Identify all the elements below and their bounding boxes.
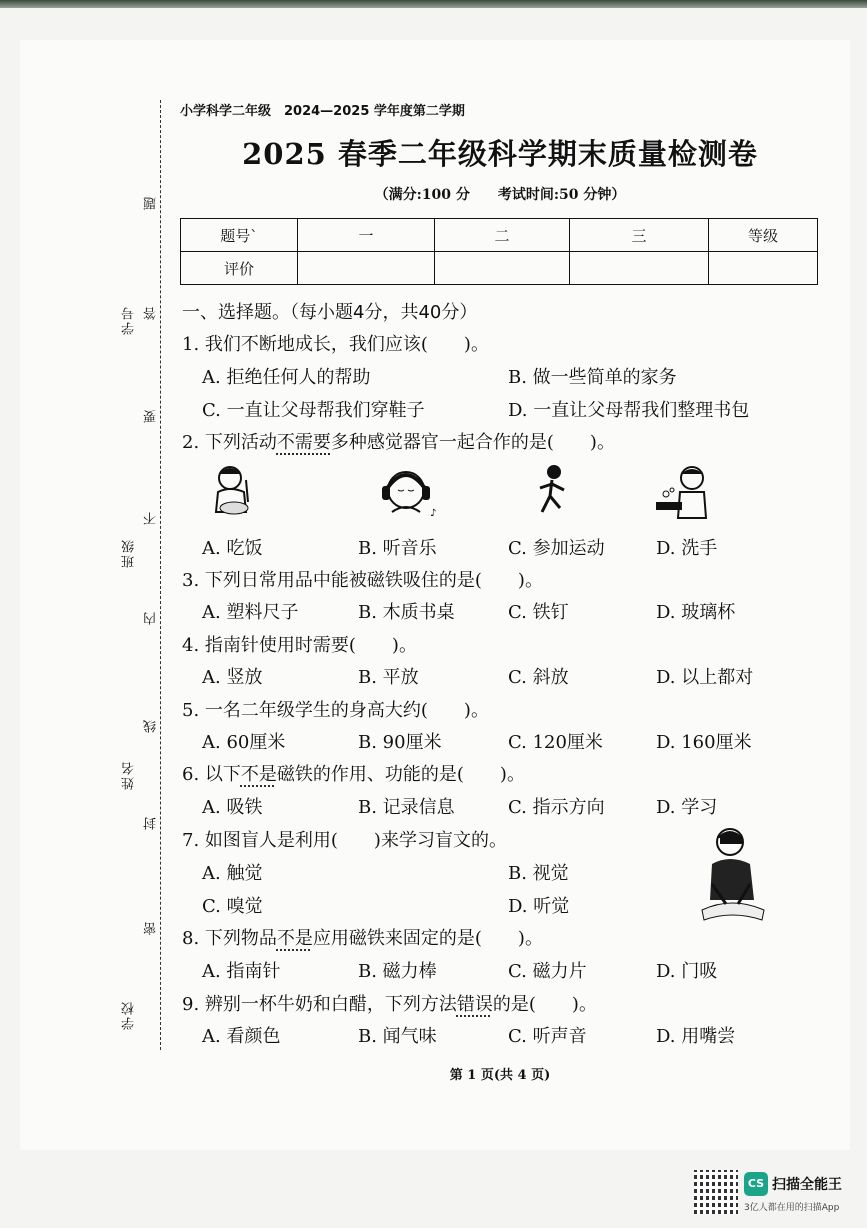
- question-2-option-d[interactable]: D. 洗手: [656, 538, 718, 559]
- music-girl-picture: [372, 462, 442, 522]
- seal-char: 内: [144, 610, 159, 625]
- hand-washing-picture: [652, 462, 712, 522]
- question-7-option-d[interactable]: D. 听觉: [508, 896, 570, 917]
- score-table: [180, 218, 818, 285]
- score-cell[interactable]: [435, 252, 570, 285]
- score-cell[interactable]: [570, 252, 709, 285]
- section-heading: 一、选择题。（每小题4分，共40分）: [182, 302, 478, 323]
- svg-text:♪: ♪: [430, 508, 437, 519]
- seal-char: 题: [144, 195, 159, 210]
- qr-code-pattern: [694, 1170, 738, 1214]
- question-3-stem: 3. 下列日常用品中能被磁铁吸住的是( )。: [182, 570, 543, 591]
- question-9-option-c[interactable]: C. 听声音: [508, 1026, 587, 1047]
- question-1-stem: 1. 我们不断地成长，我们应该( )。: [182, 334, 489, 355]
- question-5-option-b[interactable]: B. 90厘米: [358, 732, 442, 753]
- eating-child-picture: [208, 462, 258, 522]
- seal-char: 答: [144, 305, 159, 320]
- question-8-option-c[interactable]: C. 磁力片: [508, 961, 587, 982]
- score-table-row: [181, 219, 818, 252]
- question-1-option-a[interactable]: A. 拒绝任何人的帮助: [202, 367, 371, 388]
- score-cell: 题号`: [181, 219, 298, 252]
- question-5-stem: 5. 一名二年级学生的身高大约( )。: [182, 700, 489, 721]
- question-7-option-a[interactable]: A. 触觉: [202, 863, 263, 884]
- question-1-option-d[interactable]: D. 一直让父母帮我们整理书包: [508, 400, 750, 421]
- question-4-option-b[interactable]: B. 平放: [358, 667, 419, 688]
- question-6-option-b[interactable]: B. 记录信息: [358, 797, 455, 818]
- question-6-option-d[interactable]: D. 学习: [656, 797, 718, 818]
- score-cell[interactable]: [298, 252, 435, 285]
- question-8-stem: 8. 下列物品不是应用磁铁来固定的是( )。: [182, 928, 543, 949]
- question-2-stem: 2. 下列活动不需要多种感觉器官一起合作的是( )。: [182, 432, 615, 453]
- question-2-option-c[interactable]: C. 参加运动: [508, 538, 605, 559]
- question-7-option-b[interactable]: B. 视觉: [508, 863, 569, 884]
- exam-subtitle: （满分:100 分 考试时间:50 分钟）: [374, 187, 626, 203]
- question-6-option-c[interactable]: C. 指示方向: [508, 797, 605, 818]
- score-cell: 三: [570, 219, 709, 252]
- seal-char: 密: [144, 920, 159, 935]
- question-3-option-d[interactable]: D. 玻璃杯: [656, 602, 736, 623]
- camscanner-logo-icon: CS: [744, 1172, 768, 1196]
- page-number: 第 1 页(共 4 页): [449, 1068, 551, 1083]
- question-9-stem: 9. 辨别一杯牛奶和白醋，下列方法错误的是( )。: [182, 994, 597, 1015]
- score-cell: 等级: [709, 219, 818, 252]
- question-5-option-d[interactable]: D. 160厘米: [656, 732, 752, 753]
- question-1-option-b[interactable]: B. 做一些简单的家务: [508, 367, 677, 388]
- question-2-option-b[interactable]: B. 听音乐: [358, 538, 437, 559]
- question-4-option-c[interactable]: C. 斜放: [508, 667, 569, 688]
- running-child-picture: [530, 462, 578, 522]
- question-6-option-a[interactable]: A. 吸铁: [202, 797, 263, 818]
- emphasis-text: 不是: [276, 928, 313, 949]
- score-cell: 一: [298, 219, 435, 252]
- course-line: 小学科学二年级 2024—2025 学年度第二学期: [180, 104, 465, 119]
- question-4-stem: 4. 指南针使用时需要( )。: [182, 635, 417, 656]
- seal-char: 要: [144, 408, 159, 423]
- question-1-option-c[interactable]: C. 一直让父母帮我们穿鞋子: [202, 400, 425, 421]
- question-4-option-d[interactable]: D. 以上都对: [656, 667, 754, 688]
- question-4-option-a[interactable]: A. 竖放: [202, 667, 263, 688]
- question-3-option-b[interactable]: B. 木质书桌: [358, 602, 455, 623]
- emphasis-text: 错误: [456, 994, 493, 1015]
- seal-char: 线: [144, 718, 159, 733]
- field-name: 姓名: [122, 760, 137, 790]
- question-8-option-a[interactable]: A. 指南针: [202, 961, 281, 982]
- question-9-option-d[interactable]: D. 用嘴尝: [656, 1026, 736, 1047]
- question-6-stem: 6. 以下不是磁铁的作用、功能的是( )。: [182, 764, 525, 785]
- field-class: 班级: [122, 538, 137, 568]
- exam-title: 2025 春季二年级科学期末质量检测卷: [242, 137, 758, 171]
- field-student-id: 学号: [122, 305, 137, 335]
- emphasis-text: 不是: [240, 764, 277, 785]
- question-9-option-a[interactable]: A. 看颜色: [202, 1026, 281, 1047]
- score-cell: 评价: [181, 252, 298, 285]
- camscanner-name: 扫描全能王: [772, 1177, 842, 1193]
- question-3-option-a[interactable]: A. 塑料尺子: [202, 602, 299, 623]
- blind-reader-picture: [696, 824, 770, 926]
- question-8-option-d[interactable]: D. 门吸: [656, 961, 718, 982]
- camscanner-tagline: 3亿人都在用的扫描App: [744, 1203, 840, 1213]
- score-cell[interactable]: [709, 252, 818, 285]
- question-7-option-c[interactable]: C. 嗅觉: [202, 896, 263, 917]
- score-table-row: [181, 252, 818, 285]
- scan-edge: [0, 0, 867, 8]
- question-7-stem: 7. 如图盲人是利用( )来学习盲文的。: [182, 830, 507, 851]
- seal-char: 不: [144, 510, 159, 525]
- score-cell: 二: [435, 219, 570, 252]
- question-2-option-a[interactable]: A. 吃饭: [202, 538, 263, 559]
- seal-line: [160, 100, 161, 1050]
- question-8-option-b[interactable]: B. 磁力棒: [358, 961, 437, 982]
- question-5-option-a[interactable]: A. 60厘米: [202, 732, 286, 753]
- field-school: 学校: [122, 1000, 137, 1030]
- question-3-option-c[interactable]: C. 铁钉: [508, 602, 569, 623]
- seal-char: 封: [144, 815, 159, 830]
- question-9-option-b[interactable]: B. 闻气味: [358, 1026, 437, 1047]
- emphasis-text: 不需要: [276, 432, 331, 453]
- question-5-option-c[interactable]: C. 120厘米: [508, 732, 603, 753]
